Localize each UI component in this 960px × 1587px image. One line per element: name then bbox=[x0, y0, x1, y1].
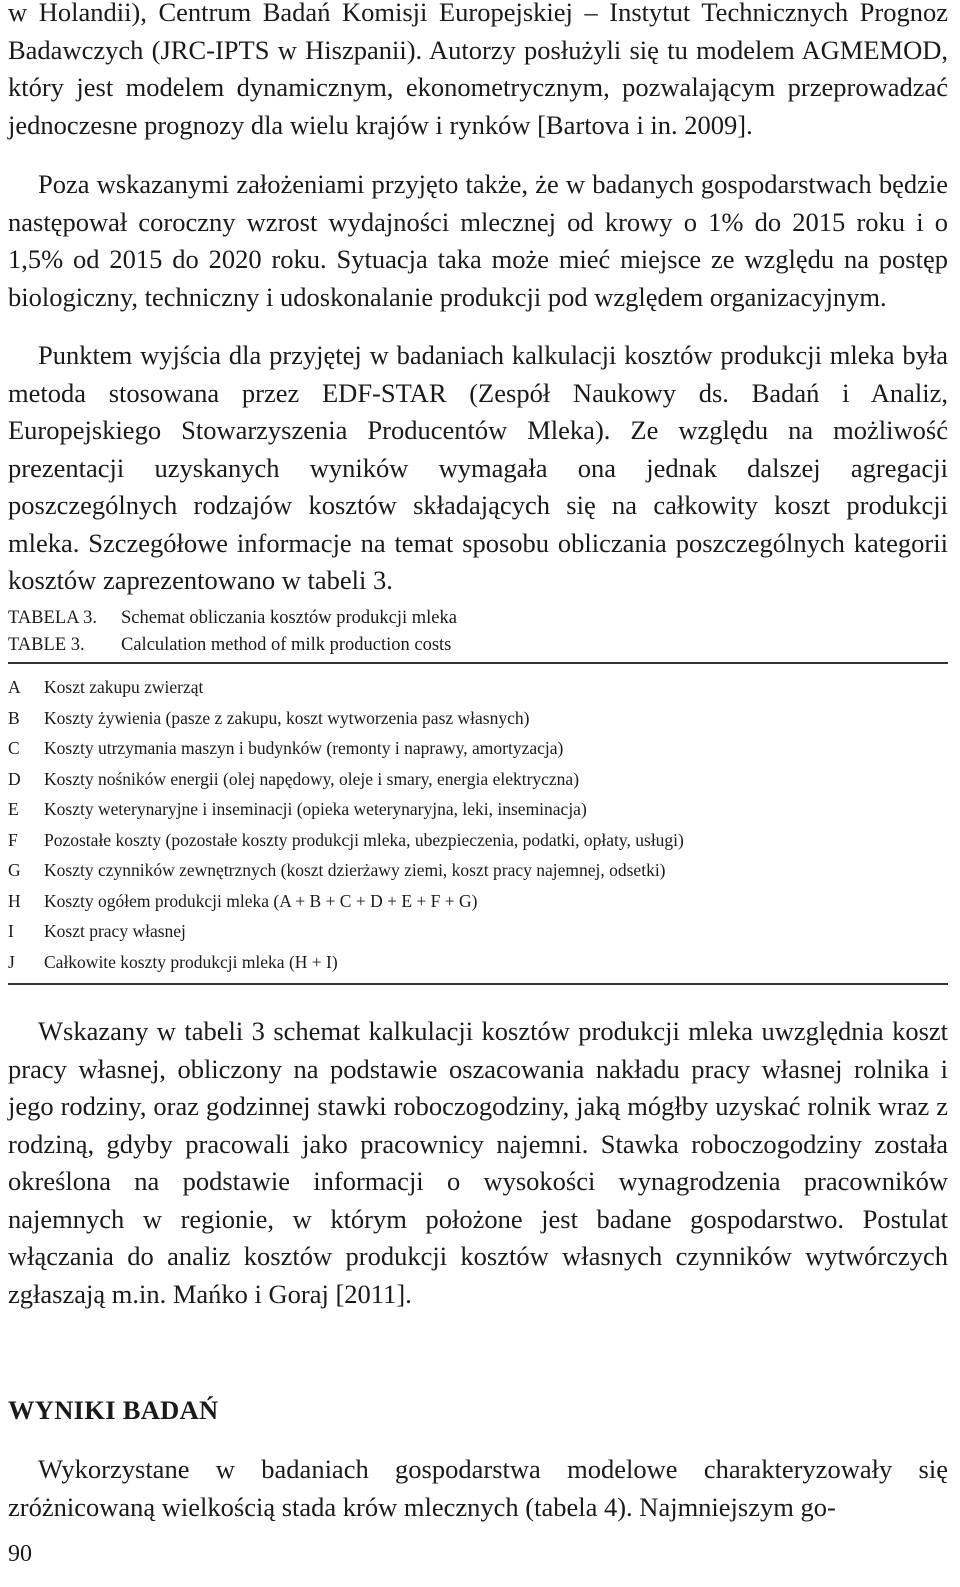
table-row bbox=[8, 672, 948, 703]
caption-text-en: Calculation method of milk production costs bbox=[121, 635, 452, 655]
row-text: Pozostałe koszty (pozostałe koszty produkcji mleka, ubezpieczenia, podatki, opłaty, usługi) bbox=[44, 829, 684, 850]
row-text: Koszty utrzymania maszyn i budynków (remonty i naprawy, amortyzacja) bbox=[44, 738, 564, 758]
row-code: D bbox=[8, 768, 21, 789]
row-text: Koszty czynników zewnętrznych (koszt dzierżawy ziemi, koszt pracy najemnej, odsetki) bbox=[44, 860, 666, 880]
row-code: A bbox=[8, 677, 21, 697]
table-bottom-rule bbox=[8, 983, 948, 985]
row-code: B bbox=[8, 707, 20, 728]
row-text: Koszty nośników energii (olej napędowy, oleje i smary, energia elektryczna) bbox=[44, 768, 580, 789]
row-code: C bbox=[8, 738, 20, 758]
table-row bbox=[8, 947, 948, 978]
row-text: Koszty ogółem produkcji mleka (A + B + C + D + E + F + G) bbox=[44, 890, 478, 911]
table-row bbox=[8, 886, 948, 917]
table-row bbox=[8, 855, 948, 886]
paragraph-assumptions: Poza wskazanymi założeniami przyjęto także, że w badanych gospodarstwach będzie następował coroczny wzrost wydajności mlecznej od krowy o 1% do 2015 roku i o 1,5% od 2015 do 2020 roku. Sytuacja taka może mieć miejsce ze względu na postęp biologiczny, techniczny i udoskonalanie produkcji pod względem organizacyjnym. bbox=[8, 169, 948, 312]
caption-label-en: TABLE 3. bbox=[8, 635, 85, 655]
row-text: Koszt pracy własnej bbox=[44, 921, 186, 941]
row-code: I bbox=[8, 921, 14, 941]
paragraph-own-labour-cost: Wskazany w tabeli 3 schemat kalkulacji kosztów produkcji mleka uwzględnia koszt pracy własnej, obliczony na podstawie oszacowania nakładu pracy własnej rolnika i jego rodziny, oraz godzinnej stawki roboczogodziny, jaką mógłby uzyskać rolnik wraz z rodziną, gdyby pracowali jako pracownicy najemni. Stawka roboczogodziny została określona na podstawie informacji o wysokości wynagrodzenia pracowników najemnych w regionie, w którym położone jest badane gospodarstwo. Postulat włączania do analiz kosztów produkcji kosztów własnych czynników wytwórczych zgłaszają m.in. Mańko i Goraj [2011]. bbox=[8, 1016, 948, 1309]
caption-text-pl: Schemat obliczania kosztów produkcji mleka bbox=[121, 608, 457, 628]
paragraph-method: Punktem wyjścia dla przyjętej w badaniach kalkulacji kosztów produkcji mleka była metoda stosowana przez EDF-STAR (Zespół Naukowy ds. Badań i Analiz, Europejskiego Stowarzyszenia Producentów Mleka). Ze względu na możliwość prezentacji uzyskanych wyników wymagała ona jednak dalszej agregacji poszczególnych rodzajów kosztów składających się na całkowity koszt produkcji mleka. Szczegółowe informacje na temat sposobu obliczania poszczególnych kategorii kosztów zaprezentowano w tabeli 3. bbox=[8, 340, 948, 595]
page-number: 90 bbox=[8, 1541, 32, 1567]
table-row bbox=[8, 794, 948, 825]
table-row bbox=[8, 825, 948, 856]
row-code: J bbox=[8, 951, 15, 972]
table-row bbox=[8, 703, 948, 734]
caption-polish bbox=[8, 605, 457, 632]
row-text: Całkowite koszty produkcji mleka (H + I) bbox=[44, 951, 338, 972]
table-row bbox=[8, 916, 948, 947]
caption-label-pl: TABELA 3. bbox=[8, 608, 97, 628]
paragraph-results-start: Wykorzystane w badaniach gospodarstwa modelowe charakteryzowały się zróżnicowaną wielkością stada krów mlecznych (tabela 4). Najmniejszym go- bbox=[8, 1454, 948, 1522]
row-text: Koszty żywienia (pasze z zakupu, koszt wytworzenia pasz własnych) bbox=[44, 707, 530, 728]
caption-english bbox=[8, 632, 457, 659]
row-code: G bbox=[8, 860, 21, 880]
cost-scheme-table bbox=[8, 662, 948, 985]
table-row bbox=[8, 764, 948, 795]
section-heading: WYNIKI BADAŃ bbox=[8, 1395, 219, 1425]
table-row bbox=[8, 733, 948, 764]
row-text: Koszt zakupu zwierząt bbox=[44, 677, 204, 697]
table-caption bbox=[8, 605, 457, 659]
row-code: F bbox=[8, 829, 18, 850]
table-body bbox=[8, 664, 948, 983]
row-code: E bbox=[8, 799, 19, 819]
paragraph-intro-continuation: w Holandii), Centrum Badań Komisji Europejskiej – Instytut Technicznych Prognoz Badawczych (JRC-IPTS w Hiszpanii). Autorzy posłużyli się tu modelem AGMEMOD, który jest modelem dynamicznym, ekonometrycznym, pozwalającym przeprowadzać jednoczesne prognozy dla wielu krajów i rynków [Bartova i in. 2009]. bbox=[8, 0, 948, 140]
row-code: H bbox=[8, 890, 21, 911]
row-text: Koszty weterynaryjne i inseminacji (opieka weterynaryjna, leki, inseminacja) bbox=[44, 799, 587, 819]
